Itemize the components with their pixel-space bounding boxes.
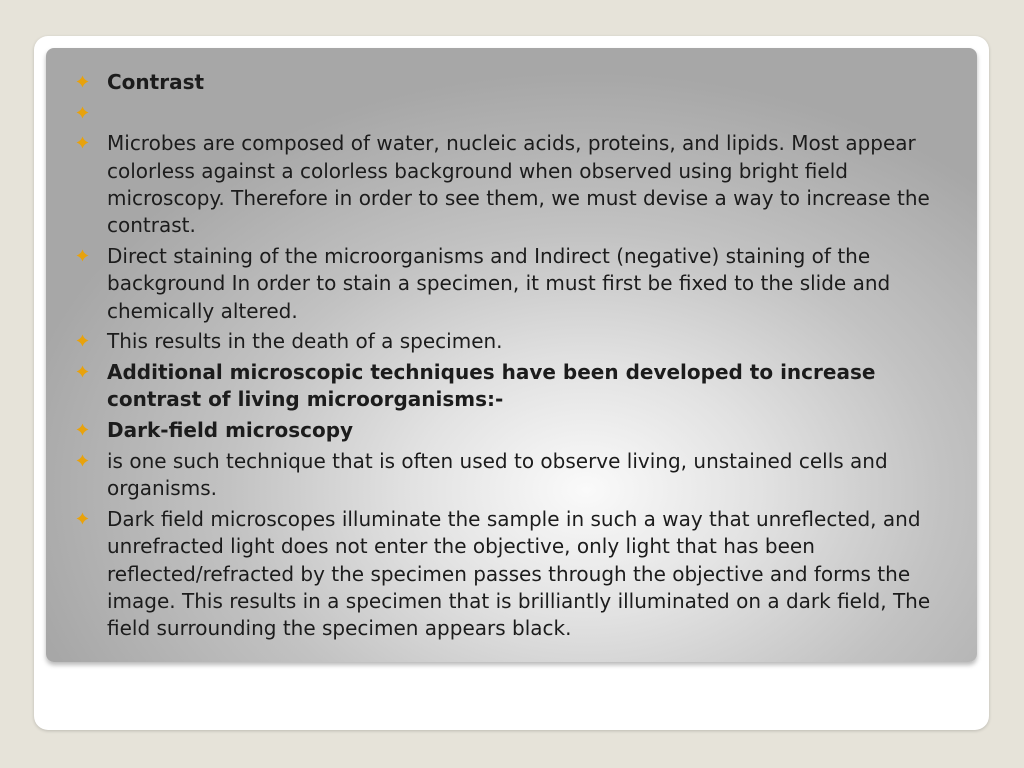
bullet-item-empty <box>76 100 968 127</box>
bullet-icon <box>76 334 89 347</box>
bullet-icon <box>76 75 89 88</box>
bullet-text: This results in the death of a specimen. <box>107 329 503 354</box>
bullet-icon <box>76 136 89 149</box>
bullet-text: Dark field microscopes illuminate the sample in such a way that unreflected, and unrefracted light does not enter the objective, only light that has been reflected/refracted by the specimen passes through the objective and forms the image. This results in a specimen that is brilliantly illuminated on a dark field, The field surrounding the specimen appears black. <box>107 507 931 641</box>
bullet-list <box>76 69 968 646</box>
bullet-icon <box>76 365 89 378</box>
bullet-item-specimen-death <box>76 328 968 355</box>
bullet-text: Direct staining of the microorganisms and Indirect (negative) staining of the background In order to stain a specimen, it must first be fixed to the slide and chemically altered. <box>107 243 891 323</box>
bullet-text: Microbes are composed of water, nucleic acids, proteins, and lipids. Most appear colorless against a colorless background when observed using bright field microscopy. Therefore in order to see them, we must devise a way to increase the contrast. <box>107 131 930 238</box>
bullet-text: Additional microscopic techniques have been developed to increase contrast of living microorganisms:- <box>107 360 876 412</box>
bullet-item-additional-techniques <box>76 359 968 414</box>
bullet-item-staining <box>76 243 968 325</box>
bullet-text: Dark-field microscopy <box>107 418 354 443</box>
bullet-item-dark-field-heading <box>76 417 968 444</box>
bullet-item-technique-use <box>76 448 968 503</box>
bullet-icon <box>76 423 89 436</box>
bullet-icon <box>76 249 89 262</box>
bullet-text: is one such technique that is often used to observe living, unstained cells and organisms. <box>107 449 888 501</box>
bullet-icon <box>76 454 89 467</box>
bullet-text: Contrast <box>107 70 205 94</box>
bullet-icon <box>76 106 89 119</box>
bullet-item-contrast-heading <box>76 69 968 96</box>
bullet-icon <box>76 512 89 525</box>
bullet-item-microbes-composition <box>76 130 968 239</box>
bullet-item-dark-field-description <box>76 506 968 642</box>
